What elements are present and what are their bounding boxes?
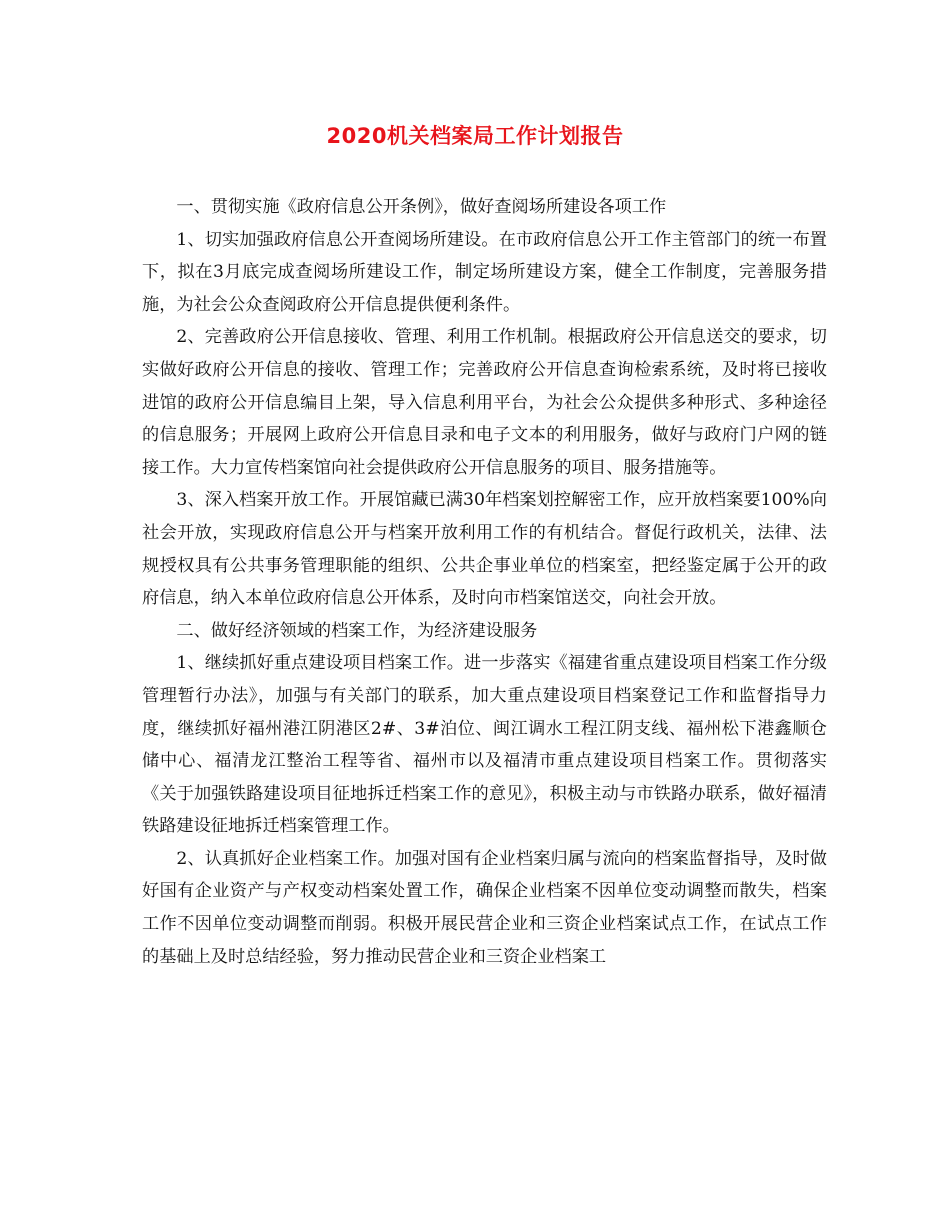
document-body [142, 191, 827, 973]
paragraph: 2、认真抓好企业档案工作。加强对国有企业档案归属与流向的档案监督指导，及时做好国有企业资产与产权变动档案处置工作，确保企业档案不因单位变动调整而散失，档案工作不因单位变动调整而削弱。积极开展民营企业和三资企业档案试点工作，在试点工作的基础上及时总结经验，努力推动民营企业和三资企业档案工 [142, 848, 827, 967]
section-heading-2: 二、做好经济领域的档案工作，为经济建设服务 [176, 620, 538, 641]
paragraph: 2、完善政府公开信息接收、管理、利用工作机制。根据政府公开信息送交的要求，切实做好政府公开信息的接收、管理工作；完善政府公开信息查询检索系统，及时将已接收进馆的政府公开信息编目上架，导入信息利用平台，为社会公众提供多种形式、多种途径的信息服务；开展网上政府公开信息目录和电子文本的利用服务，做好与政府门户网的链接工作。大力宣传档案馆向社会提供政府公开信息服务的项目、服务措施等。 [142, 327, 827, 478]
paragraph: 1、继续抓好重点建设项目档案工作。进一步落实《福建省重点建设项目档案工作分级管理暂行办法》，加强与有关部门的联系，加大重点建设项目档案登记工作和监督指导力度，继续抓好福州港江阴港区2#、3#泊位、闽江调水工程江阴支线、福州松下港鑫顺仓储中心、福清龙江整治工程等省、福州市以及福清市重点建设项目档案工作。贯彻落实《关于加强铁路建设项目征地拆迁档案工作的意见》，积极主动与市铁路办联系，做好福清铁路建设征地拆迁档案管理工作。 [142, 653, 827, 837]
section-heading-1: 一、贯彻实施《政府信息公开条例》，做好查阅场所建设各项工作 [176, 197, 667, 217]
paragraph: 3、深入档案开放工作。开展馆藏已满30年档案划控解密工作，应开放档案要100%向社会开放，实现政府信息公开与档案开放利用工作的有机结合。督促行政机关，法律、法规授权具有公共事务管理职能的组织、公共企事业单位的档案室，把经鉴定属于公开的政府信息，纳入本单位政府信息公开体系，及时向市档案馆送交，向社会开放。 [142, 490, 827, 609]
document-title: 2020机关档案局工作计划报告 [326, 124, 624, 148]
paragraph: 1、切实加强政府信息公开查阅场所建设。在市政府信息公开工作主管部门的统一布置下，拟在3月底完成查阅场所建设工作，制定场所建设方案，健全工作制度，完善服务措施，为社会公众查阅政府公开信息提供便利条件。 [142, 229, 827, 315]
